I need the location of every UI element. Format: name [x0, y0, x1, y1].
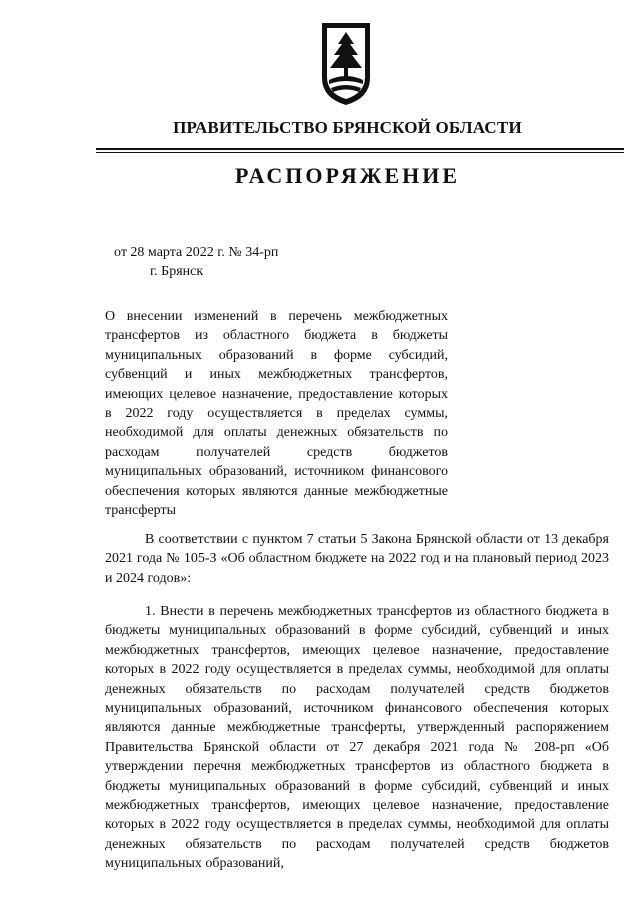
- city: г. Брянск: [150, 264, 204, 279]
- document-subject: О внесении изменений в перечень межбюджетных трансфертов из областного бюджета в бюджеты муниципальных образований в форме субсидий, субвенций и иных межбюджетных трансфертов, имеющих целевое назначение, предоставление которых в 2022 году осуществляется в пределах суммы, необходимой для оплаты денежных обязательств по расходам получателей средств бюджетов муниципальных образований, источником финансового обеспечения которых являются данные межбюджетные трансферты: [105, 309, 448, 519]
- government-name: ПРАВИТЕЛЬСТВО БРЯНСКОЙ ОБЛАСТИ: [173, 118, 522, 137]
- document-type: РАСПОРЯЖЕНИЕ: [234, 163, 461, 188]
- item-1-paragraph: 1. Внести в перечень межбюджетных трансфертов из областного бюджета в бюджеты муниципальных образований в форме субсидий, субвенций и иных межбюджетных трансфертов, имеющих целевое назначение, предоставление которых в 2022 году осуществляется в пределах суммы, необходимой для оплаты денежных обязательств по расходам получателей средств бюджетов муниципальных образований, источником финансового обеспечения которых являются данные межбюджетные трансферты, утвержденный распоряжением Правительства Брянской области от 27 декабря 2021 года № 208-рп «Об утверждении перечня межбюджетных трансфертов из областного бюджета в бюджеты муниципальных образований в форме субсидий, субвенций и иных межбюджетных трансфертов, имеющих целевое назначение, предоставление которых в 2022 году осуществляется в пределах суммы, необходимой для оплаты денежных обязательств по расходам получателей средств бюджетов муниципальных образований,: [105, 604, 609, 872]
- document-meta: [114, 243, 278, 281]
- preamble-paragraph: В соответствии с пунктом 7 статьи 5 Закона Брянской области от 13 декабря 2021 года № 105-З «Об областном бюджете на 2022 год и на плановый период 2023 и 2024 годов»:: [105, 532, 609, 586]
- coat-of-arms-icon: [319, 20, 373, 108]
- header-rule-thick: [96, 148, 624, 150]
- header-rule-thin: [96, 152, 624, 153]
- date-number-line: от 28 марта 2022 г. № 34-рп: [114, 245, 279, 260]
